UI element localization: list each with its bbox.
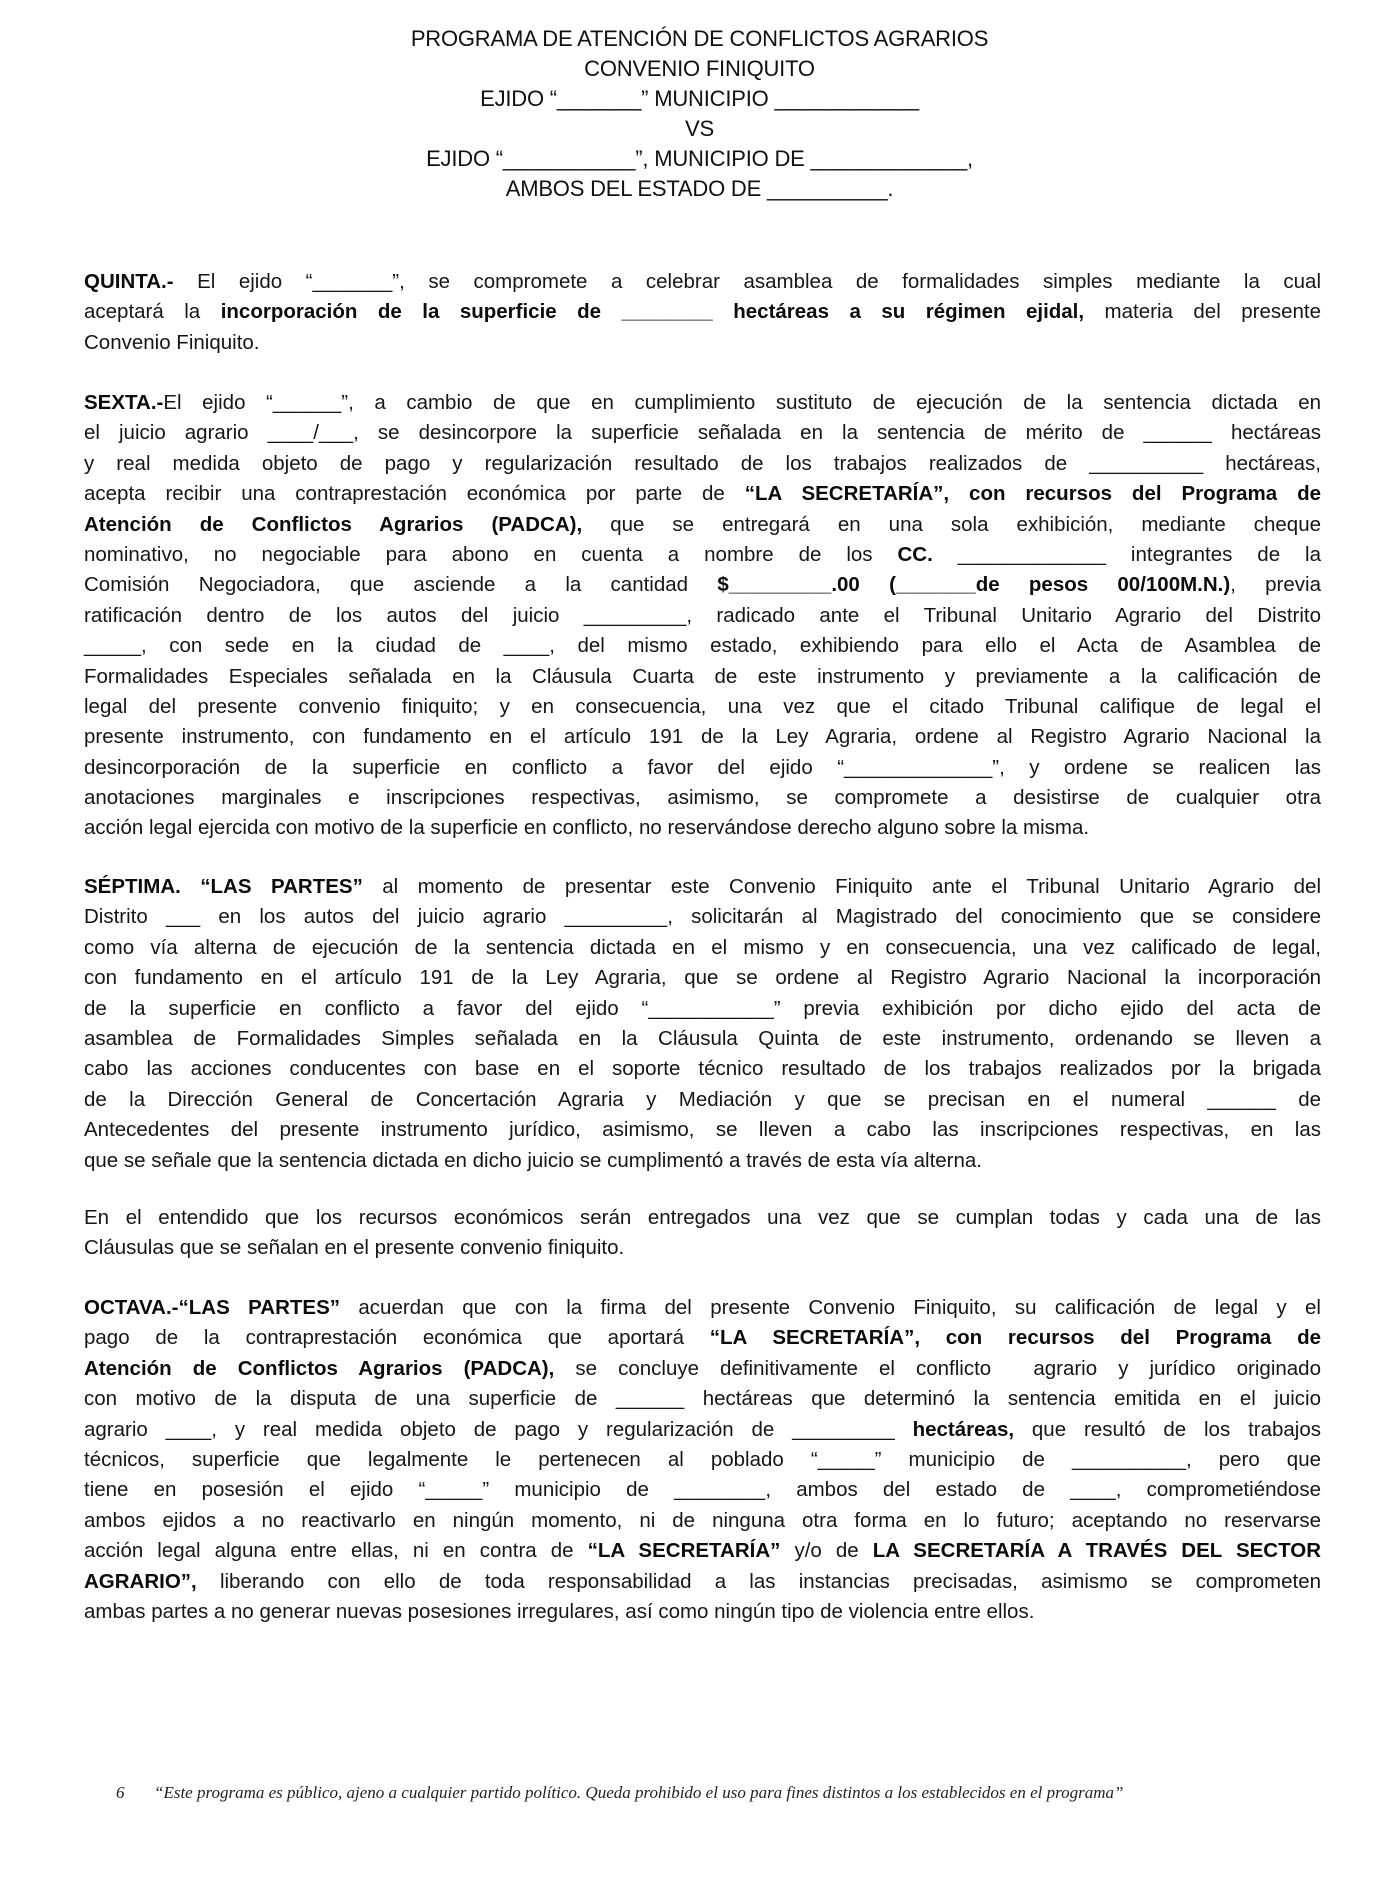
text-line: En el entendido que los recursos económicos serán entregados una vez que se cumplan todas y cada una de las <box>84 1206 1321 1229</box>
text-line: anotaciones marginales e inscripciones respectivas, asimismo, se compromete a desistirse de cualquier otra <box>84 786 1321 810</box>
program-title: PROGRAMA DE ATENCIÓN DE CONFLICTOS AGRARIOS <box>410 26 989 51</box>
text-line: Cláusulas que se señalan en el presente convenio finiquito. <box>84 1236 625 1260</box>
text-line: de la superficie en conflicto a favor del ejido “___________” previa exhibición por dicho ejido del acta de <box>84 996 1321 1020</box>
text-line: OCTAVA.-“LAS PARTES” acuerdan que con la firma del presente Convenio Finiquito, su calificación de legal y el <box>84 1296 1321 1319</box>
footer-disclaimer: “Este programa es público, ajeno a cualquier partido político. Queda prohibido el uso para fines distintos a los establecidos en el programa” <box>154 1783 1124 1802</box>
text-line: acción legal ejercida con motivo de la superficie en conflicto, no reservándose derecho alguno sobre la misma. <box>84 816 1090 840</box>
text-line: aceptará la incorporación de la superficie de ________ hectáreas a su régimen ejidal, materia del presente <box>84 300 1322 324</box>
text-line: ambos ejidos a no reactivarlo en ningún momento, ni de ninguna otra forma en lo futuro; aceptando no reservarse <box>84 1508 1321 1532</box>
text-line: técnicos, superficie que legalmente le pertenecen al poblado “_____” municipio de __________, pero que <box>84 1447 1321 1471</box>
document-header <box>0 24 1399 204</box>
text-line: que se señale que la sentencia dictada en dicho juicio se cumplimentó a través de esta vía alterna. <box>84 1148 982 1172</box>
clause-septima <box>84 872 1321 1176</box>
text-line: Convenio Finiquito. <box>84 330 260 354</box>
state-line: AMBOS DEL ESTADO DE __________. <box>505 176 894 201</box>
clause-quinta <box>84 267 1321 358</box>
text-line: desincorporación de la superficie en conflicto a favor del ejido “_____________”, y ordene se realicen las <box>84 755 1321 779</box>
page-number: 6 <box>116 1783 125 1802</box>
text-line: AGRARIO”, liberando con ello de toda responsabilidad a las instancias precisadas, asimismo se comprometen <box>84 1569 1321 1593</box>
clause-sexta <box>84 388 1321 844</box>
text-line: acción legal alguna entre ellas, ni en contra de “LA SECRETARÍA” y/o de LA SECRETARÍA A TRAVÉS DEL SECTOR <box>84 1539 1322 1563</box>
text-line: con motivo de la disputa de una superficie de ______ hectáreas que determinó la sentencia emitida en el juicio <box>84 1387 1321 1411</box>
text-line: _____, con sede en la ciudad de ____, del mismo estado, exhibiendo para ello el Acta de Asamblea de <box>84 634 1321 658</box>
text-line: agrario ____, y real medida objeto de pago y regularización de _________ hectáreas, que resultó de los trabajos <box>84 1417 1321 1441</box>
text-line: Formalidades Especiales señalada en la Cláusula Cuarta de este instrumento y previamente a la calificación de <box>84 664 1321 688</box>
text-line: legal del presente convenio finiquito; y en consecuencia, una vez que el citado Tribunal califique de legal el <box>84 694 1321 718</box>
clause-octava <box>84 1293 1321 1627</box>
text-line: nominativo, no negociable para abono en cuenta a nombre de los CC. _____________ integrantes de la <box>84 542 1321 566</box>
text-line: pago de la contraprestación económica que aportará “LA SECRETARÍA”, con recursos del Programa de <box>84 1326 1321 1350</box>
page-footer <box>116 1783 1316 1803</box>
text-line: de la Dirección General de Concertación Agraria y Mediación y que se precisan en el numeral ______ de <box>84 1087 1321 1111</box>
text-line: SEXTA.-El ejido “______”, a cambio de que en cumplimiento sustituto de ejecución de la sentencia dictada en <box>84 391 1321 414</box>
party-two-line: EJIDO “___________”, MUNICIPIO DE _____________, <box>426 146 973 171</box>
text-line: ratificación dentro de los autos del juicio _________, radicado ante el Tribunal Unitario Agrario del Distrito <box>84 603 1321 627</box>
text-line: tiene en posesión el ejido “_____” municipio de ________, ambos del estado de ____, comprometiéndose <box>84 1478 1321 1502</box>
document-title: CONVENIO FINIQUITO <box>584 56 815 81</box>
text-line: presente instrumento, con fundamento en el artículo 191 de la Ley Agraria, ordene al Registro Agrario Nacional la <box>84 725 1321 749</box>
text-line: ambas partes a no generar nuevas posesiones irregulares, así como ningún tipo de violencia entre ellos. <box>84 1599 1035 1623</box>
text-line: Atención de Conflictos Agrarios (PADCA), que se entregará en una sola exhibición, mediante cheque <box>84 512 1321 536</box>
text-line: Distrito ___ en los autos del juicio agrario _________, solicitarán al Magistrado del conocimiento que se considere <box>84 905 1321 929</box>
text-line: con fundamento en el artículo 191 de la Ley Agraria, que se ordene al Registro Agrario Nacional la incorporación <box>84 966 1321 990</box>
text-line: asamblea de Formalidades Simples señalada en la Cláusula Quinta de este instrumento, ordenando se lleven a <box>84 1026 1321 1050</box>
paragraph-entendido <box>84 1203 1321 1264</box>
versus-line: VS <box>685 116 714 141</box>
text-line: Atención de Conflictos Agrarios (PADCA), se concluye definitivamente el conflicto agrario y jurídico originado <box>84 1356 1321 1380</box>
text-line: como vía alterna de ejecución de la sentencia dictada en el mismo y en consecuencia, una vez calificado de legal, <box>84 935 1321 959</box>
party-one-line: EJIDO “_______” MUNICIPIO ____________ <box>480 86 919 111</box>
text-line: SÉPTIMA. “LAS PARTES” al momento de presentar este Convenio Finiquito ante el Tribunal Unitario Agrario del <box>84 875 1321 898</box>
text-line: Comisión Negociadora, que asciende a la cantidad $_________.00 (_______de pesos 00/100M.N.), previa <box>84 573 1321 597</box>
text-line: QUINTA.- El ejido “_______”, se compromete a celebrar asamblea de formalidades simples mediante la cual <box>84 270 1321 293</box>
text-line: acepta recibir una contraprestación económica por parte de “LA SECRETARÍA”, con recursos del Programa de <box>84 482 1321 506</box>
text-line: el juicio agrario ____/___, se desincorpore la superficie señalada en la sentencia de mérito de ______ hectáreas <box>84 421 1321 445</box>
text-line: cabo las acciones conducentes con base en el soporte técnico resultado de los trabajos realizados por la brigada <box>84 1057 1321 1081</box>
text-line: Antecedentes del presente instrumento jurídico, asimismo, se lleven a cabo las inscripciones respectivas, en las <box>84 1118 1321 1142</box>
text-line: y real medida objeto de pago y regularización resultado de los trabajos realizados de __________ hectáreas, <box>84 451 1321 475</box>
